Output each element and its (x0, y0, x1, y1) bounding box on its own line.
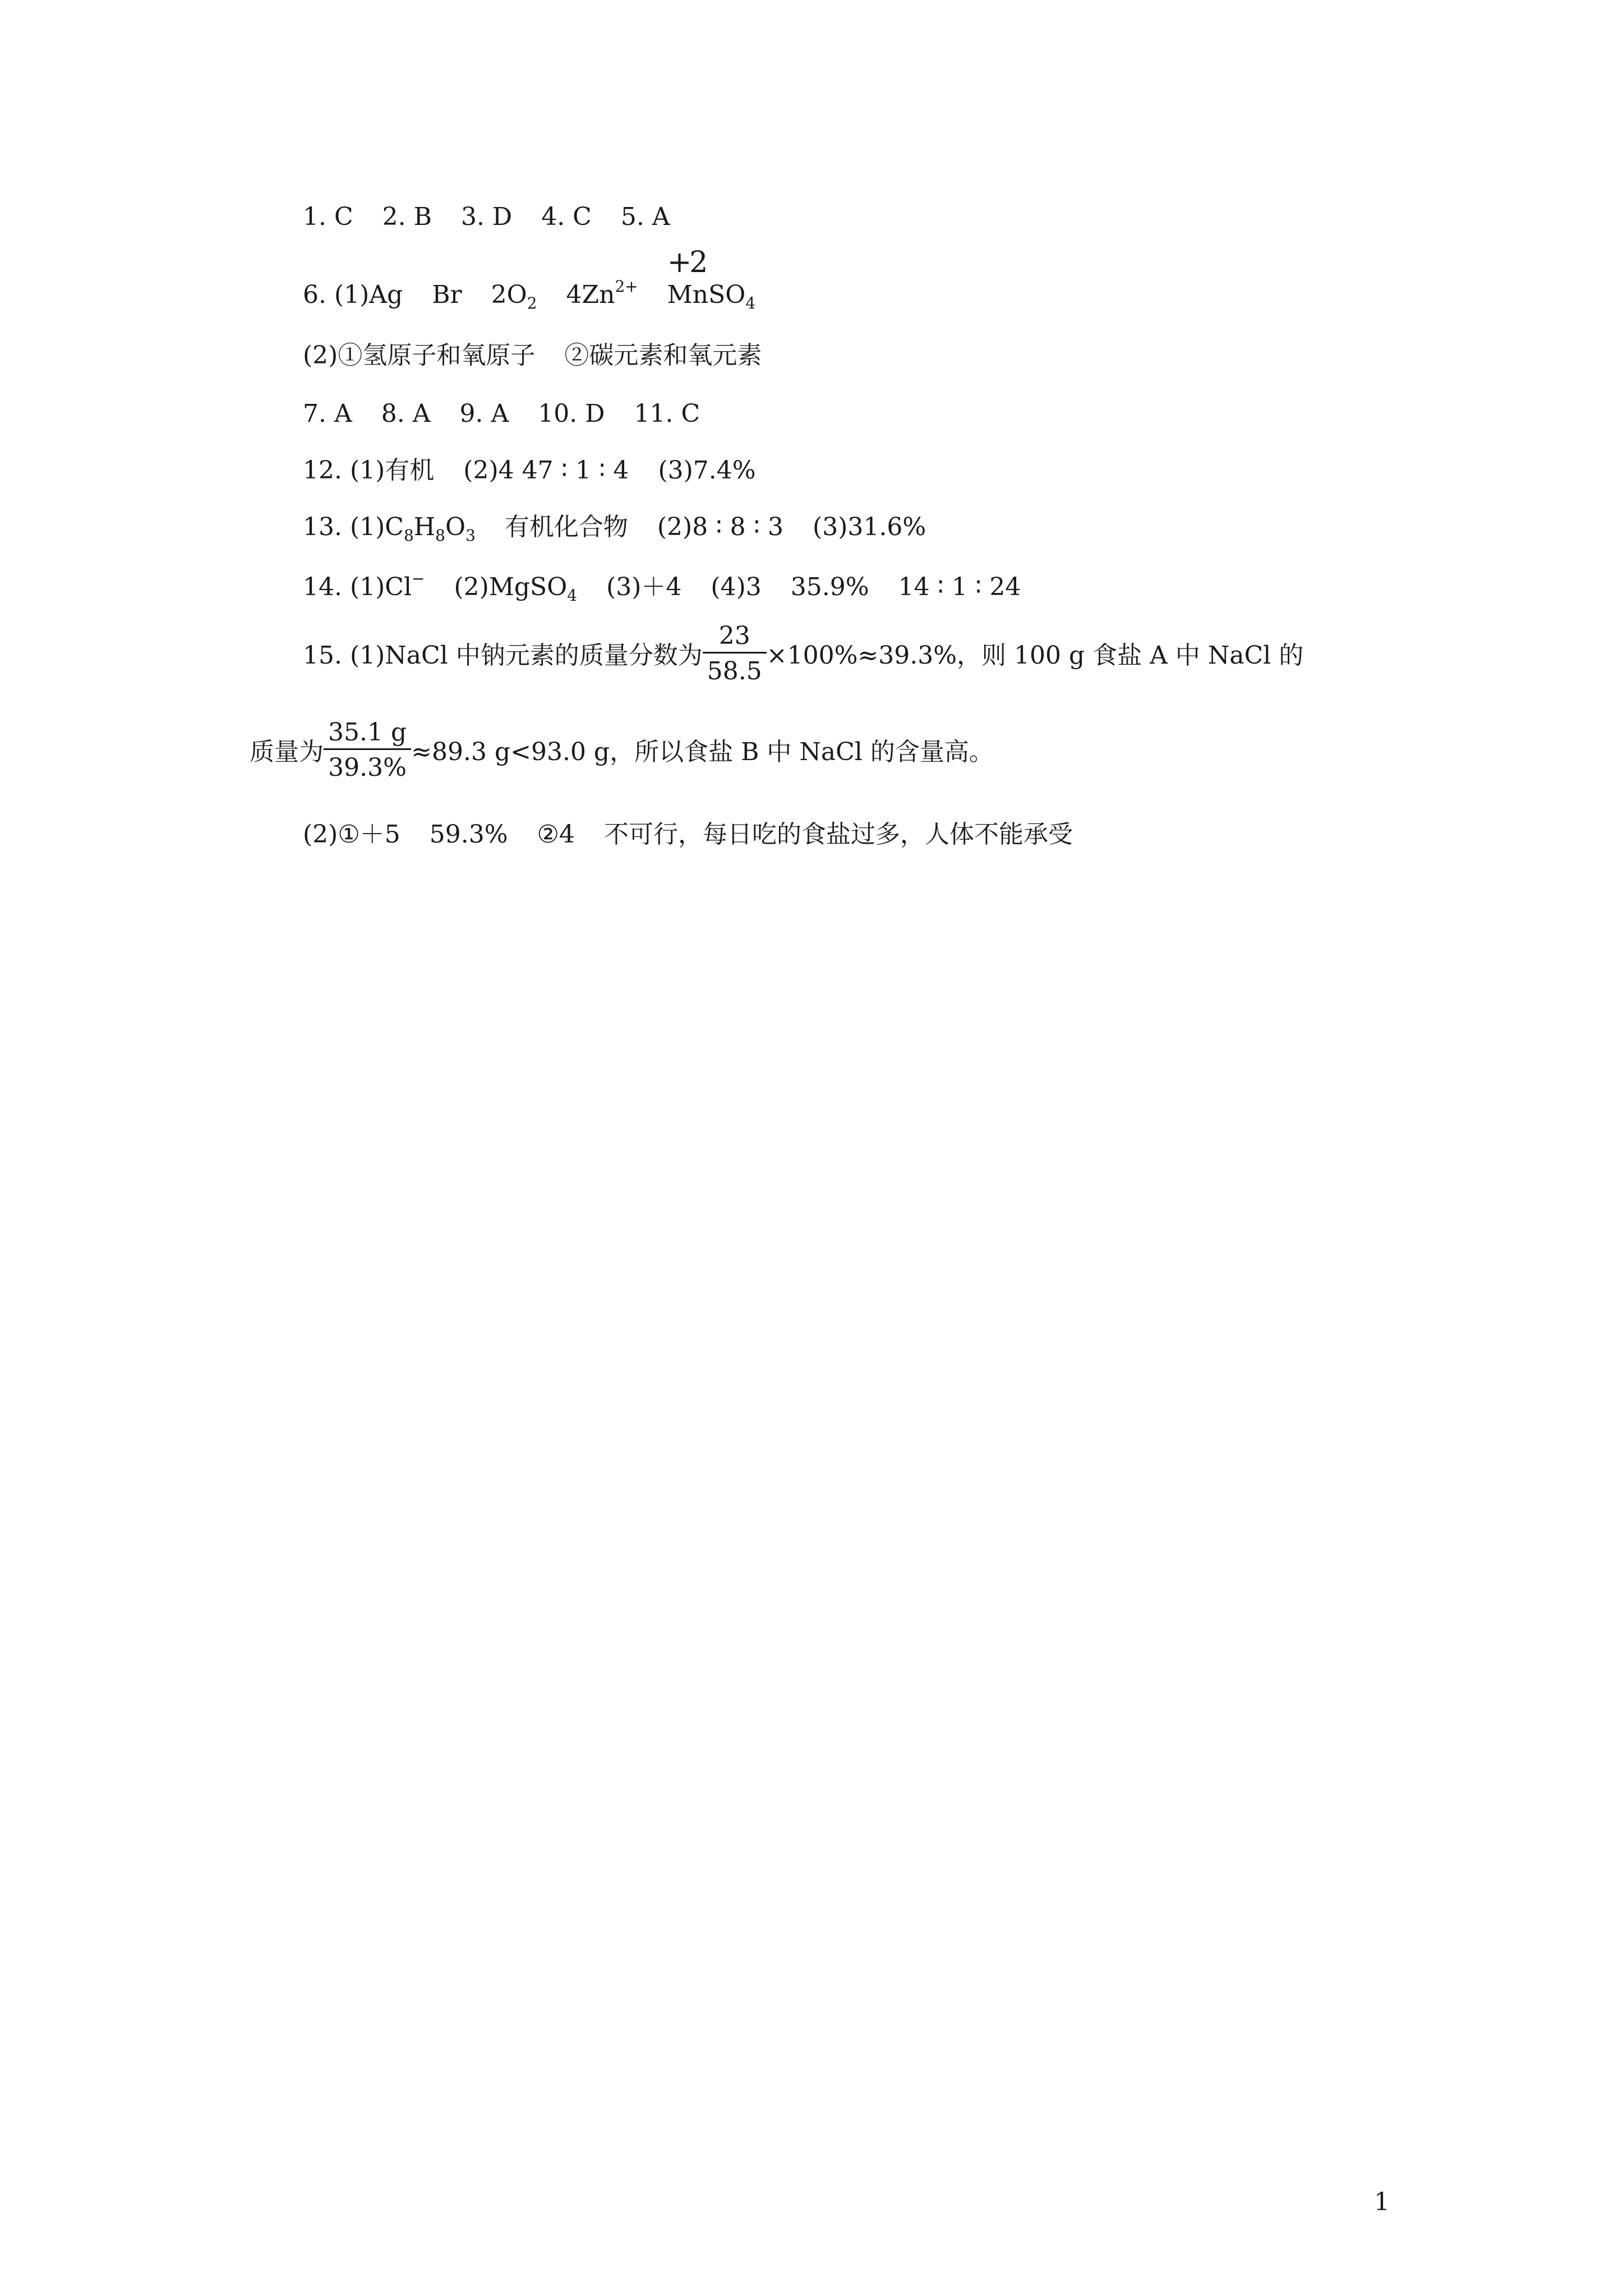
q6-2-b: ②碳元素和氧元素 (564, 341, 762, 370)
q15-mass-post: ≈89.3 g<93.0 g，所以食盐 B 中 NaCl 的含量高。 (411, 738, 994, 766)
answer-q4: 4. C (541, 203, 592, 231)
q6-2-a: (2)①氢原子和氧原子 (303, 341, 536, 370)
q12-2: (2)4 47 ∶ 1 ∶ 4 (463, 456, 629, 485)
answer-q6-part2 (303, 343, 762, 368)
q13-ratio: (2)8 ∶ 8 ∶ 3 (657, 513, 784, 541)
answer-q11: 11. C (634, 399, 700, 428)
answer-q14 (303, 571, 1021, 604)
q14-6: 14 ∶ 1 ∶ 24 (898, 573, 1021, 601)
answer-q10: 10. D (538, 399, 605, 428)
q6-2o2: $2O_2$ (491, 280, 537, 312)
answer-q13 (303, 515, 926, 544)
answer-q15-line1 (303, 622, 1304, 687)
q14-2: (2)MgSO$_4$ (454, 573, 578, 605)
answer-q15-line2 (250, 718, 994, 784)
q13-formula: 13. $(1)C_8H_8O_3$ (303, 513, 476, 545)
q6-mnso4: +2 MnSO$_4$ (667, 246, 756, 312)
page-number: 1 (1374, 2188, 1390, 2216)
answers-1-5 (303, 205, 670, 229)
q12-1: 12. (1)有机 (303, 456, 435, 485)
q15-mass-pre: 质量为 (250, 738, 324, 766)
q14-4: (4)3 (711, 573, 762, 601)
answer-q6-part1 (303, 246, 756, 312)
q13-percent: (3)31.6% (813, 513, 926, 541)
q6-br: Br (432, 280, 462, 309)
fraction-35-1-over-39-3: $\frac{35.1 g}{39.3\%}$ (324, 720, 411, 780)
q6-4zn: $4Zn^{2+}$ (566, 277, 638, 309)
q6-label: 6. (1) (303, 280, 370, 309)
answer-q3: 3. D (460, 203, 513, 231)
answer-q7: 7. A (303, 399, 352, 428)
q15-2-percent: 59.3% (429, 820, 508, 849)
answer-q9: 9. A (459, 399, 509, 428)
q14-5: 35.9% (790, 573, 869, 601)
q6-ag: Ag (369, 280, 403, 309)
q14-3: (3)＋4 (606, 573, 682, 601)
answer-q12 (303, 458, 756, 483)
fraction-23-58-5: $\frac{23}{58.5}$ (703, 624, 767, 684)
q15-2-1: (2)①＋5 (303, 820, 400, 849)
q15-text-post: ×100%≈39.3%，则 100 g 食盐 A 中 NaCl 的 (766, 641, 1304, 670)
q15-2-2: ②4 (537, 820, 575, 849)
answer-q8: 8. A (381, 399, 431, 428)
answer-q2: 2. B (382, 203, 432, 231)
q14-1: 14. (1)Cl− (303, 569, 425, 601)
q15-text-pre: 15. (1)NaCl 中钠元素的质量分数为 (303, 641, 703, 670)
answer-q1: 1. C (303, 203, 353, 231)
answer-q5: 5. A (620, 203, 670, 231)
q13-type: 有机化合物 (504, 513, 628, 541)
q15-2-reason: 不可行，每日吃的食盐过多，人体不能承受 (604, 820, 1073, 849)
valence-mark: +2 (667, 246, 706, 279)
q12-3: (3)7.4% (658, 456, 756, 485)
answers-7-11 (303, 399, 700, 428)
answer-q15-line3 (303, 822, 1073, 847)
